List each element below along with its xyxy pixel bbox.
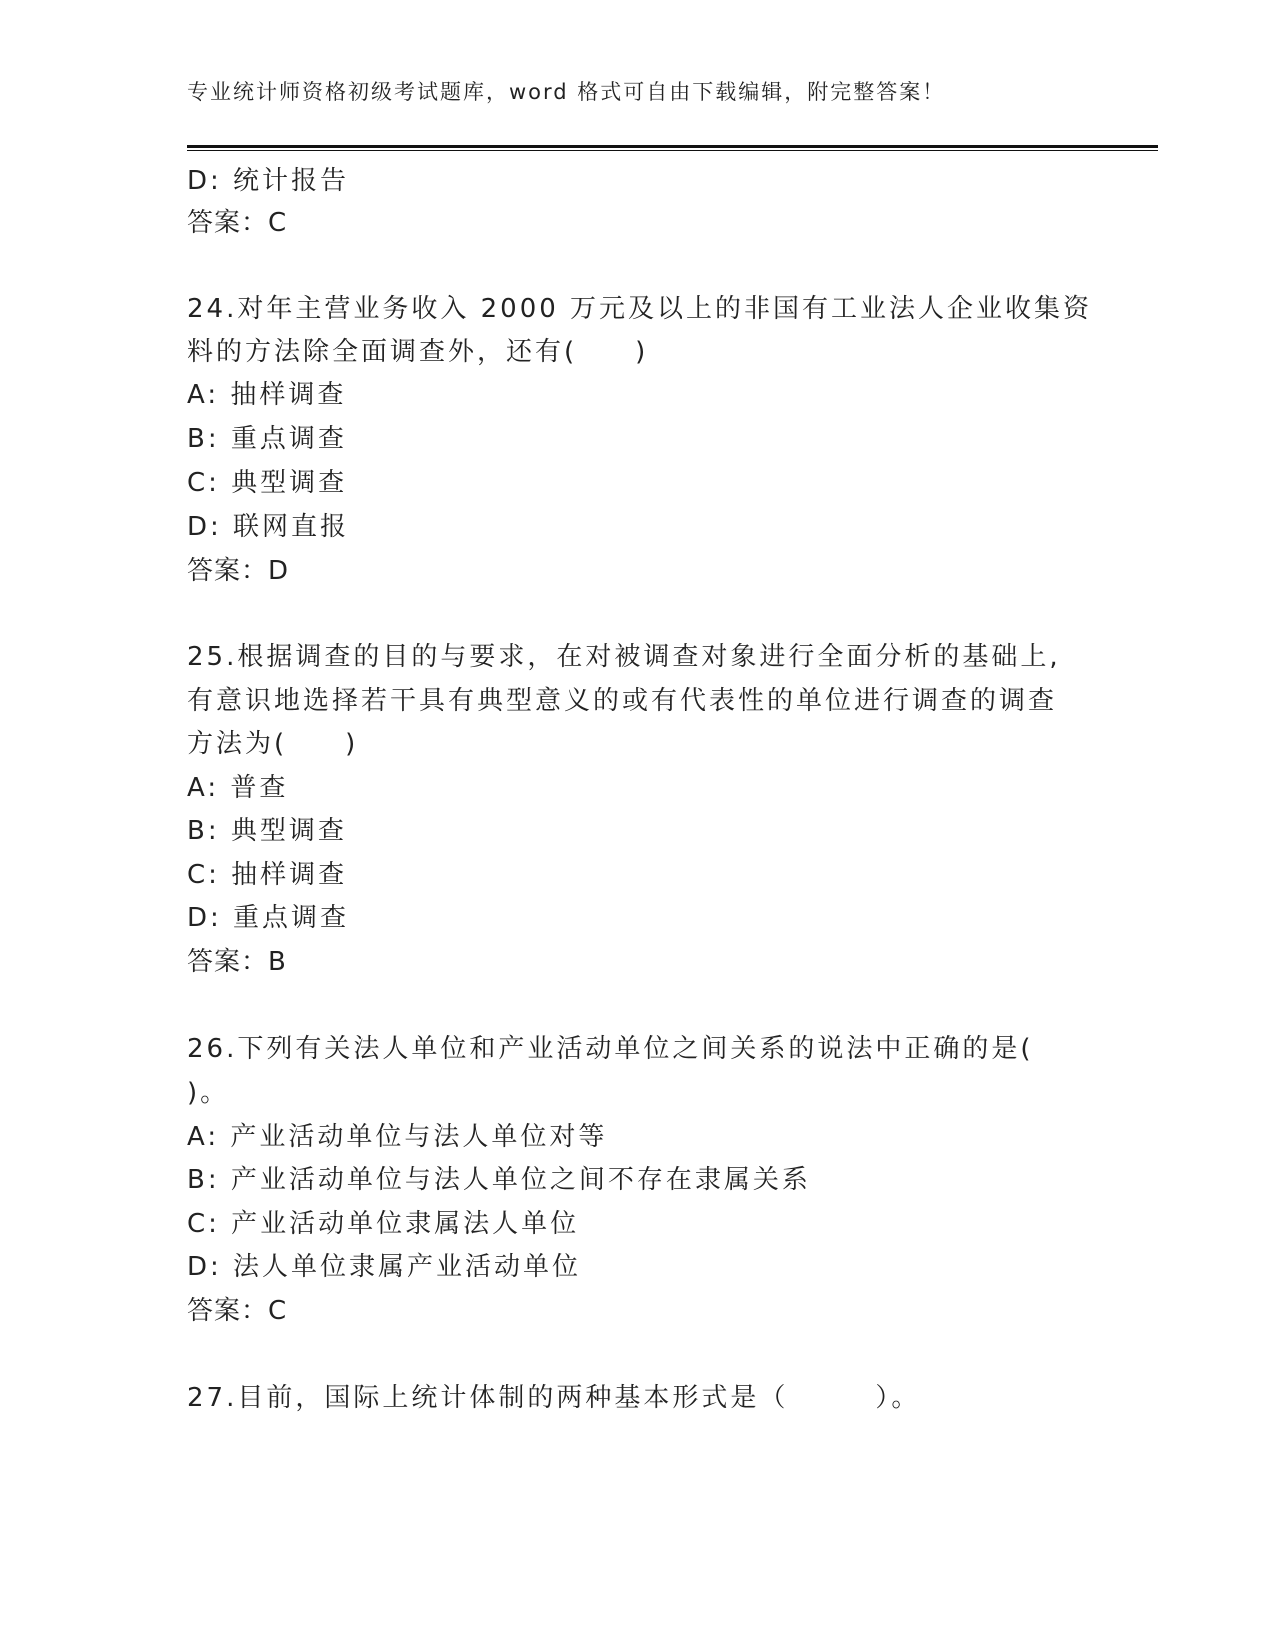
option-d-q25: D: 重点调查 — [187, 903, 350, 933]
option-c-q25: C: 抽样调查 — [187, 860, 348, 890]
option-a-q25: A: 普查 — [187, 773, 289, 803]
option-b-q25: B: 典型调查 — [187, 816, 347, 846]
question-27-line-1: 27.目前，国际上统计体制的两种基本形式是（ ）。 — [187, 1383, 921, 1413]
answer-q24: 答案：D — [187, 556, 290, 586]
option-a-q24: A: 抽样调查 — [187, 380, 347, 410]
question-25-line-3: 方法为( ) — [187, 729, 359, 759]
option-d-q23: D: 统计报告 — [187, 166, 350, 196]
answer-q26: 答案：C — [187, 1296, 288, 1326]
option-d-q24: D: 联网直报 — [187, 512, 350, 542]
question-26-line-2: )。 — [187, 1078, 230, 1108]
page-header: 专业统计师资格初级考试题库，word 格式可自由下载编辑，附完整答案！ — [187, 80, 946, 104]
option-c-q24: C: 典型调查 — [187, 468, 348, 498]
option-c-q26: C: 产业活动单位隶属法人单位 — [187, 1209, 580, 1239]
header-rule-thin — [187, 150, 1158, 151]
option-b-q26: B: 产业活动单位与法人单位之间不存在隶属关系 — [187, 1165, 811, 1195]
question-24-line-2: 料的方法除全面调查外，还有( ) — [187, 337, 649, 367]
answer-q25: 答案：B — [187, 947, 287, 977]
question-26-line-1: 26.下列有关法人单位和产业活动单位之间关系的说法中正确的是( — [187, 1034, 1034, 1064]
question-24-line-1: 24.对年主营业务收入 2000 万元及以上的非国有工业法人企业收集资 — [187, 294, 1093, 324]
option-a-q26: A: 产业活动单位与法人单位对等 — [187, 1122, 608, 1152]
question-25-line-1: 25.根据调查的目的与要求，在对被调查对象进行全面分析的基础上, — [187, 642, 1061, 672]
option-b-q24: B: 重点调查 — [187, 424, 347, 454]
header-rule-thick — [187, 145, 1158, 148]
question-25-line-2: 有意识地选择若干具有典型意义的或有代表性的单位进行调查的调查 — [187, 686, 1058, 716]
answer-q23: 答案：C — [187, 208, 288, 238]
option-d-q26: D: 法人单位隶属产业活动单位 — [187, 1252, 582, 1282]
